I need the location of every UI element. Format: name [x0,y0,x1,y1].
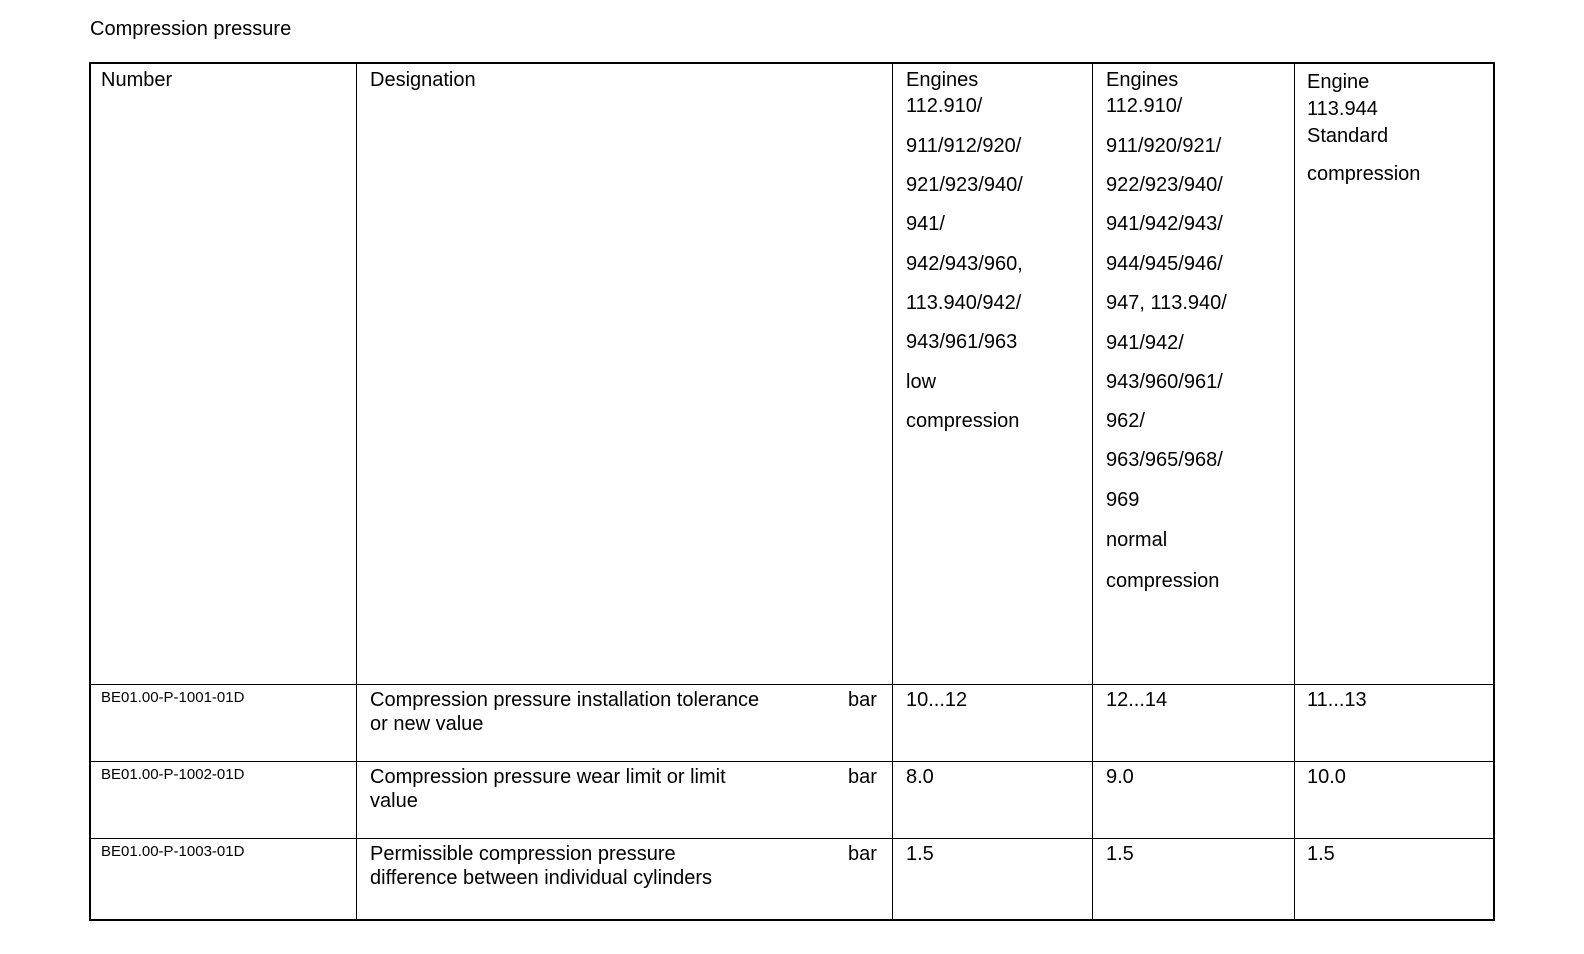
row-unit: bar [848,843,877,865]
row-number: BE01.00-P-1002-01D [101,766,245,783]
header-line: 947, 113.940/ [1106,292,1227,314]
designation-line: Permissible compression pressure [370,843,676,865]
column-divider [356,64,357,919]
header-line: 944/945/946/ [1106,253,1223,275]
row-value-low-compression: 10...12 [906,689,968,711]
designation-line: Compression pressure wear limit or limit [370,766,726,788]
header-line: 942/943/960, [906,253,1023,275]
header-engine-standard-compression [1307,70,1420,186]
header-line: compression [1307,163,1421,185]
header-line: Standard [1307,125,1389,147]
header-line: Engines [1106,69,1179,91]
designation-line: value [370,790,418,812]
row-divider [91,761,1493,762]
header-line: 969 [1106,489,1140,511]
header-line: 112.910/ [1106,95,1183,117]
row-value-standard-compression: 10.0 [1307,766,1346,788]
row-value-normal-compression: 1.5 [1106,843,1134,865]
header-line: 962/ [1106,410,1145,432]
header-line: 911/920/921/ [1106,135,1222,157]
designation-line: Compression pressure installation tolerance [370,689,760,711]
row-value-low-compression: 8.0 [906,766,934,788]
column-divider [1092,64,1093,919]
header-line: 941/942/943/ [1106,213,1223,235]
header-line: 112.910/ [906,95,983,117]
row-designation [370,842,712,890]
header-line: compression [906,410,1020,432]
header-line: 921/923/940/ [906,174,1023,196]
row-value-standard-compression: 1.5 [1307,843,1335,865]
header-line: 922/923/940/ [1106,174,1223,196]
header-line: Engines [906,69,979,91]
row-value-normal-compression: 12...14 [1106,689,1168,711]
row-unit: bar [848,689,877,711]
page-title: Compression pressure [90,18,292,40]
header-line: low [906,371,937,393]
row-divider [91,684,1493,685]
header-line: normal [1106,529,1168,551]
row-designation [370,765,726,813]
designation-line: difference between individual cylinders [370,867,713,889]
row-divider [91,838,1493,839]
header-number: Number [101,69,173,91]
compression-pressure-table [89,62,1495,921]
header-line: 113.944 [1307,98,1378,120]
row-value-standard-compression: 11...13 [1307,689,1367,711]
header-engines-normal-compression [1106,68,1227,593]
header-line: compression [1106,570,1220,592]
header-line: 943/960/961/ [1106,371,1223,393]
header-line: 963/965/968/ [1106,449,1223,471]
header-line: 113.940/942/ [906,292,1022,314]
row-value-normal-compression: 9.0 [1106,766,1134,788]
column-divider [1294,64,1295,919]
header-engines-low-compression [906,68,1023,433]
header-line: Engine [1307,71,1370,93]
row-number: BE01.00-P-1001-01D [101,689,245,706]
designation-line: or new value [370,713,484,735]
row-designation [370,688,759,736]
column-divider [892,64,893,919]
header-designation: Designation [370,69,476,91]
header-line: 943/961/963 [906,331,1018,353]
row-unit: bar [848,766,877,788]
row-number: BE01.00-P-1003-01D [101,843,245,860]
header-line: 911/912/920/ [906,135,1022,157]
header-line: 941/ [906,213,945,235]
header-line: 941/942/ [1106,332,1184,354]
row-value-low-compression: 1.5 [906,843,934,865]
